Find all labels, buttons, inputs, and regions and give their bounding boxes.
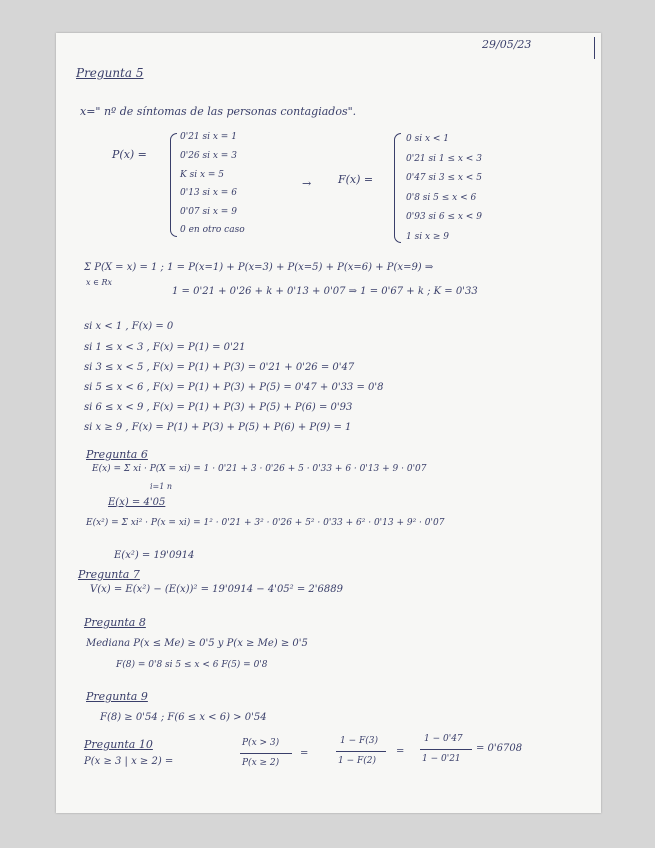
variance-line: V(x) = E(x²) − (E(x))² = 19'0914 − 4'05² = 2'6889 [90,584,343,595]
cdf-derivation: si 1 ≤ x < 3 , F(x) = P(1) = 0'21 [84,342,246,353]
pmf-case: K si x = 5 [180,170,225,180]
pmf-case: 0'26 si x = 3 [180,151,237,161]
second-moment-line: E(x²) = Σ xi² · P(x = xi) = 1² · 0'21 + 3² · 0'26 + 5² · 0'33 + 6² · 0'13 + 9² · 0'07 [86,518,445,528]
notebook-page [56,33,601,813]
percentile-line: F(8) ≥ 0'54 ; F(6 ≤ x < 6) > 0'54 [100,712,267,723]
sum-limits: i=1 n [150,482,173,491]
fraction-denominator: 1 − 0'21 [422,754,461,764]
date: 29/05/23 [482,38,532,51]
question-7-title: Pregunta 7 [78,568,140,581]
question-10-title: Pregunta 10 [84,738,153,751]
variable-definition: x=" nº de síntomas de las personas contagiados". [80,105,357,118]
median-evaluation: F(8) = 0'8 si 5 ≤ x < 6 F(5) = 0'8 [116,660,268,670]
pmf-label: P(x) = [112,148,147,161]
conditional-result: = 0'6708 [476,743,523,754]
sum-subscript: x ∈ Rx [86,278,113,287]
pmf-case: 0'21 si x = 1 [180,132,237,142]
page-edge-line [594,37,595,59]
pmf-brace [170,133,177,237]
fraction-numerator: 1 − 0'47 [424,734,463,744]
pmf-case: 0'13 si x = 6 [180,188,237,198]
fraction-bar [420,749,472,750]
equals-sign: = [300,748,309,759]
question-5-title: Pregunta 5 [76,66,144,80]
cdf-derivation: si x < 1 , F(x) = 0 [84,321,174,332]
cdf-case: 0 si x < 1 [406,134,450,144]
fraction-denominator: P(x ≥ 2) [242,758,280,768]
fraction-numerator: 1 − F(3) [340,736,378,746]
cdf-case: 0'8 si 5 ≤ x < 6 [406,193,477,203]
cdf-case: 0'93 si 6 ≤ x < 9 [406,212,482,222]
fraction-bar [336,751,386,752]
question-9-title: Pregunta 9 [86,690,148,703]
k-solution: 1 = 0'21 + 0'26 + k + 0'13 + 0'07 ⇒ 1 = 0'67 + k ; K = 0'33 [172,286,478,297]
cdf-case: 1 si x ≥ 9 [406,232,450,242]
cdf-brace [394,133,401,243]
cdf-derivation: si x ≥ 9 , F(x) = P(1) + P(3) + P(5) + P(6) + P(9) = 1 [84,422,352,433]
second-moment-result: E(x²) = 19'0914 [114,550,195,561]
median-definition: Mediana P(x ≤ Me) ≥ 0'5 y P(x ≥ Me) ≥ 0'5 [86,638,308,649]
cdf-label: F(x) = [338,173,374,186]
cdf-case: 0'21 si 1 ≤ x < 3 [406,154,482,164]
fraction-denominator: 1 − F(2) [338,756,376,766]
question-6-title: Pregunta 6 [86,448,148,461]
cdf-case: 0'47 si 3 ≤ x < 5 [406,173,482,183]
cdf-derivation: si 6 ≤ x < 9 , F(x) = P(1) + P(3) + P(5) + P(6) = 0'93 [84,402,353,413]
conditional-lhs: P(x ≥ 3 | x ≥ 2) = [84,756,174,767]
equals-sign: = [396,746,405,757]
question-8-title: Pregunta 8 [84,616,146,629]
arrow: → [302,177,312,190]
fraction-bar [240,753,292,754]
fraction-numerator: P(x > 3) [242,738,280,748]
cdf-derivation: si 5 ≤ x < 6 , F(x) = P(1) + P(3) + P(5) = 0'47 + 0'33 = 0'8 [84,382,384,393]
pmf-case: 0'07 si x = 9 [180,207,237,217]
expectation-line: E(x) = Σ xi · P(X = xi) = 1 · 0'21 + 3 · 0'26 + 5 · 0'33 + 6 · 0'13 + 9 · 0'07 [92,464,427,474]
cdf-derivation: si 3 ≤ x < 5 , F(x) = P(1) + P(3) = 0'21 + 0'26 = 0'47 [84,362,355,373]
expectation-result: E(x) = 4'05 [108,497,166,508]
pmf-case: 0 en otro caso [180,225,245,235]
sum-equation: Σ P(X = x) = 1 ; 1 = P(x=1) + P(x=3) + P(x=5) + P(x=6) + P(x=9) ⇒ [84,262,434,273]
